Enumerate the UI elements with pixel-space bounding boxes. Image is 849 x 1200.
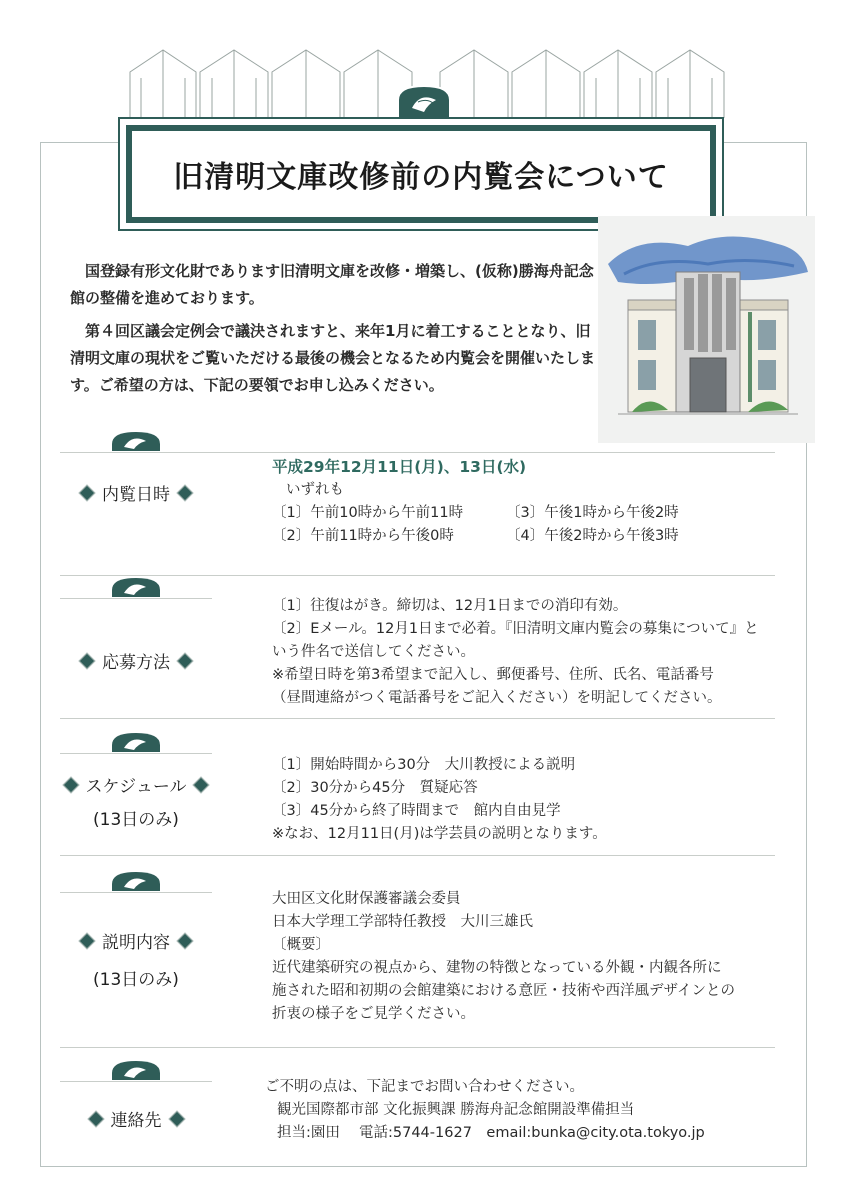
- section-divider: [60, 855, 775, 856]
- schedule-line: 〔1〕開始時間から30分 大川教授による説明: [272, 757, 576, 773]
- label-divider: [60, 753, 212, 754]
- label-date-text: 内覧日時: [102, 485, 170, 505]
- section-divider: [60, 1047, 775, 1048]
- label-apply-text: 応募方法: [102, 653, 170, 673]
- lecture-line: 近代建築研究の視点から、建物の特徴となっている外観・内観各所に: [272, 960, 722, 976]
- section-divider: [60, 575, 775, 576]
- lecture-line: 大田区文化財保護審議会委員: [272, 891, 461, 907]
- label-schedule: [60, 772, 212, 830]
- diamond-bullet-icon: [178, 934, 192, 948]
- label-lecture: [60, 928, 212, 990]
- diamond-bullet-icon: [89, 1112, 103, 1126]
- schedule-line: ※なお、12月11日(月)は学芸員の説明となります。: [272, 826, 607, 842]
- building-illustration: [598, 216, 815, 443]
- contact-line: 担当:園田 電話:5744-1627 email:bunka@city.ota.tokyo.jp: [277, 1125, 705, 1141]
- date-note: いずれも: [286, 482, 344, 498]
- apply-line: （昼間連絡がつく電話番号をご記入ください）を明記してください。: [272, 690, 722, 706]
- time-slot: 〔4〕午後2時から午後3時: [506, 528, 679, 544]
- label-contact-text: 連絡先: [110, 1111, 162, 1131]
- intro-text: [70, 258, 600, 405]
- lecture-line: 〔概要〕: [272, 937, 330, 953]
- diamond-bullet-icon: [80, 486, 94, 500]
- label-apply: [60, 648, 212, 673]
- time-slot: 〔3〕午後1時から午後2時: [506, 505, 679, 521]
- label-divider: [60, 598, 212, 599]
- diamond-bullet-icon: [178, 654, 192, 668]
- diamond-bullet-icon: [64, 778, 78, 792]
- diamond-bullet-icon: [80, 934, 94, 948]
- label-lecture-sub: (13日のみ): [93, 970, 179, 990]
- apply-line: ※希望日時を第3希望まで記入し、郵便番号、住所、氏名、電話番号: [272, 667, 714, 683]
- label-contact: [60, 1106, 212, 1131]
- diamond-bullet-icon: [80, 654, 94, 668]
- contact-line: ご不明の点は、下記までお問い合わせください。: [265, 1079, 584, 1095]
- page-title: 旧清明文庫改修前の内覧会について: [173, 160, 669, 195]
- time-slot: 〔1〕午前10時から午前11時: [272, 505, 464, 521]
- diamond-bullet-icon: [194, 778, 208, 792]
- label-date: [60, 480, 212, 505]
- apply-line: 〔1〕往復はがき。締切は、12月1日までの消印有効。: [272, 598, 628, 614]
- label-schedule-sub: (13日のみ): [93, 810, 179, 830]
- intro-paragraph-1: 国登録有形文化財であります旧清明文庫を改修・増築し、(仮称)勝海舟記念館の整備を進めております。: [70, 262, 594, 307]
- lecture-line: 折衷の様子をご見学ください。: [272, 1006, 475, 1022]
- contact-line: 観光国際都市部 文化振興課 勝海舟記念館開設準備担当: [277, 1102, 635, 1118]
- lecture-line: 日本大学理工学部特任教授 大川三雄氏: [272, 914, 533, 930]
- intro-paragraph-2: 第４回区議会定例会で議決されますと、来年1月に着工することとなり、旧清明文庫の現状をご覧いただける最後の機会となるため内覧会を開催いたします。ご希望の方は、下記の要領でお申し込みください。: [70, 322, 596, 394]
- content-contact: [265, 1076, 705, 1145]
- apply-line: いう件名で送信してください。: [272, 644, 475, 660]
- leaf-emblem-icon: [398, 86, 450, 118]
- schedule-line: 〔2〕30分から45分 質疑応答: [272, 780, 478, 796]
- title-inner-border: [126, 125, 716, 223]
- label-divider: [60, 1081, 212, 1082]
- label-schedule-text: スケジュール: [85, 777, 187, 797]
- schedule-line: 〔3〕45分から終了時間まで 館内自由見学: [272, 803, 561, 819]
- title-box: [118, 117, 724, 231]
- lecture-line: 施された昭和初期の会館建築における意匠・技術や西洋風デザインとの: [272, 983, 735, 999]
- label-divider: [60, 892, 212, 893]
- date-slots-row-1: [272, 502, 679, 525]
- section-divider: [60, 452, 775, 453]
- content-apply: [272, 595, 759, 710]
- content-date: [272, 456, 679, 548]
- apply-line: 〔2〕Eメール。12月1日まで必着。『旧清明文庫内覧会の募集について』と: [272, 621, 759, 637]
- time-slot: 〔2〕午前11時から午後0時: [272, 528, 454, 544]
- label-lecture-text: 説明内容: [102, 933, 170, 953]
- diamond-bullet-icon: [178, 486, 192, 500]
- section-divider: [60, 718, 775, 719]
- diamond-bullet-icon: [170, 1112, 184, 1126]
- content-lecture: [272, 888, 735, 1026]
- content-schedule: [272, 754, 607, 846]
- date-heading: 平成29年12月11日(月)、13日(水): [272, 458, 527, 476]
- date-slots-row-2: [272, 525, 679, 548]
